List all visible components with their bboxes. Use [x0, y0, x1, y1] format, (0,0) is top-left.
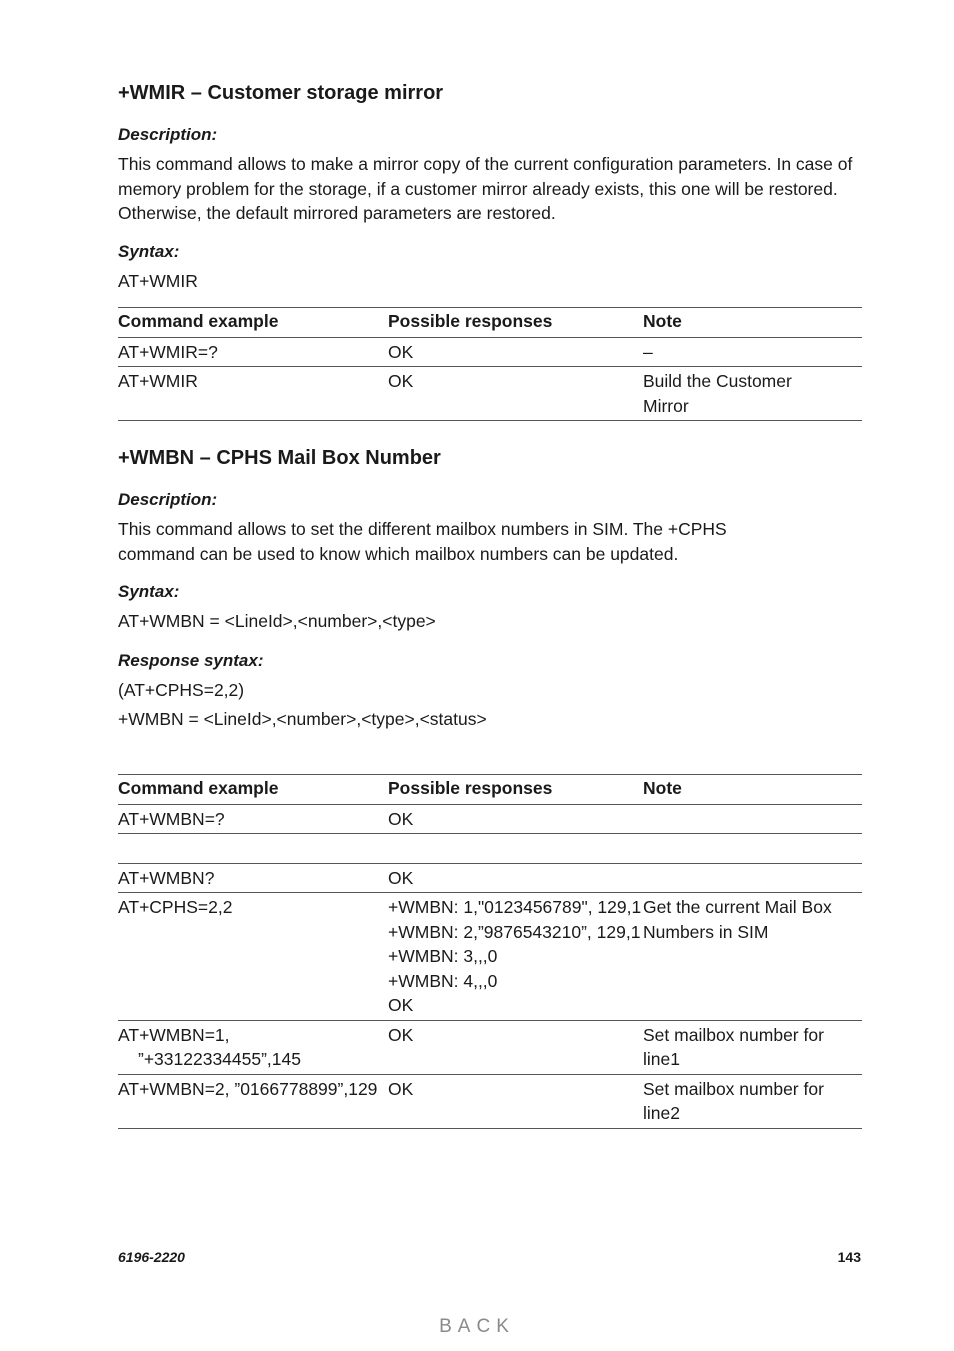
wmbn-response-label: Response syntax:: [118, 651, 264, 670]
cell-response-line: OK: [388, 1024, 414, 1045]
cell-command-line: [118, 836, 388, 861]
table-row: [118, 834, 862, 864]
cell-command: [118, 804, 388, 834]
cell-command-line: AT+WMBN=2, ”0166778899”,129: [118, 1078, 378, 1099]
cell-command-line: AT+WMBN=?: [118, 808, 225, 829]
wmbn-syntax-label: Syntax:: [118, 582, 180, 601]
header-possible-responses: Possible responses: [388, 308, 643, 338]
table-row: [118, 337, 862, 367]
cell-command: [118, 863, 388, 893]
page-number: 143: [837, 1249, 861, 1265]
header-note: Note: [643, 308, 862, 338]
wmir-title: +WMIR – Customer storage mirror: [118, 82, 444, 104]
cell-response-line: [388, 836, 643, 861]
wmbn-description-label: Description:: [118, 490, 218, 509]
table-header-row: [118, 775, 862, 805]
header-possible-responses: Possible responses: [388, 775, 643, 805]
cell-note: –: [643, 337, 862, 367]
table-row: [118, 1074, 862, 1128]
wmbn-description: This command allows to set the different mailbox numbers in SIM. The +CPHS command can be used to know which mailbox numbers can be updated.: [118, 519, 727, 564]
cell-response-line: +WMBN: 1,"0123456789", 129,1: [388, 897, 642, 917]
cell-note: Get the current Mail Box Numbers in SIM: [643, 893, 862, 1021]
cell-note: [643, 804, 862, 834]
wmbn-command-table: [118, 774, 862, 1129]
cell-response: OK: [388, 367, 643, 421]
cell-note: [643, 834, 862, 864]
cell-command: [118, 834, 388, 864]
cell-note: Set mailbox number for line1: [643, 1020, 862, 1074]
cell-response-line: +WMBN: 2,”9876543210”, 129,1: [388, 921, 641, 942]
cell-response: [388, 893, 643, 1021]
header-command-example: Command example: [118, 308, 388, 338]
wmbn-syntax: AT+WMBN = <LineId>,<number>,<type>: [118, 611, 436, 631]
cell-response-line: +WMBN: 4,,,0: [388, 970, 498, 991]
cell-response-line: OK: [388, 808, 414, 829]
cell-command: [118, 893, 388, 1021]
wmbn-response-line-2: +WMBN = <LineId>,<number>,<type>,<status>: [118, 709, 487, 729]
cell-response-line: OK: [388, 995, 414, 1015]
cell-response-line: OK: [388, 867, 414, 888]
cell-note: Build the Customer Mirror: [643, 367, 862, 421]
cell-response: [388, 1020, 643, 1074]
cell-response: [388, 1074, 643, 1128]
wmir-description-label: Description:: [118, 125, 218, 144]
cell-command-line: AT+WMBN=1, ”+33122334455”,145: [118, 1024, 301, 1069]
cell-note: Set mailbox number for line2: [643, 1074, 862, 1128]
cell-response: [388, 804, 643, 834]
wmir-syntax: AT+WMIR: [118, 271, 198, 291]
cell-command: [118, 1020, 388, 1074]
cell-response: [388, 834, 643, 864]
wmir-description: This command allows to make a mirror copy of the current configuration parameters. In case of memory problem for the storage, if a customer mirror already exists, this one will be restored. Otherwise, the default mirrored parameters are restored.: [118, 154, 853, 223]
table-row: [118, 1020, 862, 1074]
cell-command-line: AT+WMBN?: [118, 867, 215, 888]
document-number: 6196-2220: [118, 1249, 185, 1265]
table-row: [118, 893, 862, 1021]
header-note: Note: [643, 775, 862, 805]
cell-command: [118, 1074, 388, 1128]
wmbn-title: +WMBN – CPHS Mail Box Number: [118, 447, 441, 469]
cell-command: AT+WMIR=?: [118, 337, 388, 367]
back-link[interactable]: BACK: [439, 1316, 515, 1337]
table-row: [118, 367, 862, 421]
wmir-command-table: [118, 307, 862, 421]
wmir-syntax-label: Syntax:: [118, 242, 180, 261]
cell-command-line: AT+CPHS=2,2: [118, 897, 233, 917]
cell-command: AT+WMIR: [118, 367, 388, 421]
wmbn-response-line-1: (AT+CPHS=2,2): [118, 680, 245, 700]
cell-response: OK: [388, 337, 643, 367]
table-row: [118, 863, 862, 893]
table-row: [118, 804, 862, 834]
cell-response-line: OK: [388, 1078, 414, 1099]
table-header-row: [118, 308, 862, 338]
cell-response: [388, 863, 643, 893]
cell-response-line: +WMBN: 3,,,0: [388, 946, 498, 966]
header-command-example: Command example: [118, 775, 388, 805]
cell-note: [643, 863, 862, 893]
